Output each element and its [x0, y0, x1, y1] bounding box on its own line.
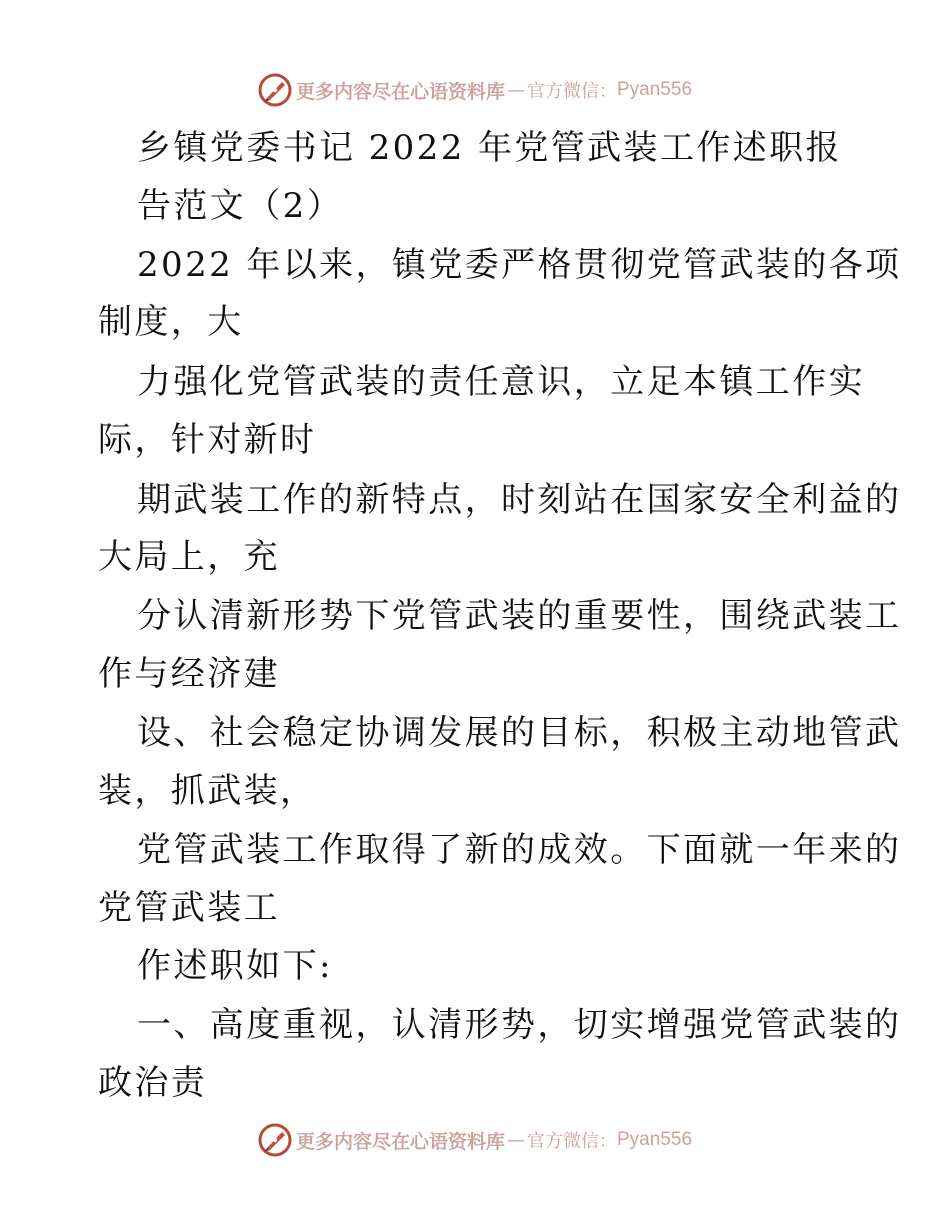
paragraph-line: 党管武装工作取得了新的成效。下面就一年来的: [137, 830, 902, 870]
quill-logo-icon: [258, 73, 292, 107]
watermark-wechat-id: Pyan556: [617, 1129, 693, 1150]
paragraph-line: 设、社会稳定协调发展的目标，积极主动地管武: [137, 713, 902, 753]
section-heading-line: 政治责: [98, 1063, 208, 1103]
section-heading-line: 一、高度重视，认清形势，切实增强党管武装的: [137, 1005, 902, 1045]
paragraph-line: 制度，大: [98, 302, 244, 342]
paragraph-line: 2022 年以来，镇党委严格贯彻党管武装的各项: [137, 245, 902, 285]
paragraph-line: 党管武装工: [98, 888, 280, 928]
watermark-brand: 更多内容尽在心语资料库: [295, 1130, 505, 1153]
footer-watermark: [0, 1120, 950, 1160]
quill-logo-icon: [258, 1123, 292, 1157]
paragraph-line: 期武装工作的新特点，时刻站在国家安全利益的: [137, 480, 902, 520]
paragraph-line: 分认清新形势下党管武装的重要性，围绕武装工: [137, 596, 902, 636]
document-title-line-1: 乡镇党委书记 2022 年党管武装工作述职报: [137, 128, 842, 168]
document-title-line-2: 告范文（2）: [137, 186, 344, 226]
paragraph-line: 作与经济建: [98, 654, 280, 694]
watermark-separator: —: [507, 1129, 525, 1151]
paragraph-line: 力强化党管武装的责任意识，立足本镇工作实: [137, 362, 865, 402]
watermark-wechat-label: 官方微信：: [527, 81, 617, 102]
paragraph-line: 际，针对新时: [98, 420, 317, 460]
paragraph-line: 作述职如下:: [137, 946, 333, 986]
paragraph-line: 装，抓武装，: [98, 771, 317, 811]
header-watermark: [0, 70, 950, 110]
watermark-wechat-id: Pyan556: [617, 79, 693, 100]
watermark-brand: 更多内容尽在心语资料库: [295, 80, 505, 103]
watermark-wechat-label: 官方微信：: [527, 1131, 617, 1152]
paragraph-line: 大局上，充: [98, 537, 280, 577]
watermark-separator: —: [507, 79, 525, 101]
